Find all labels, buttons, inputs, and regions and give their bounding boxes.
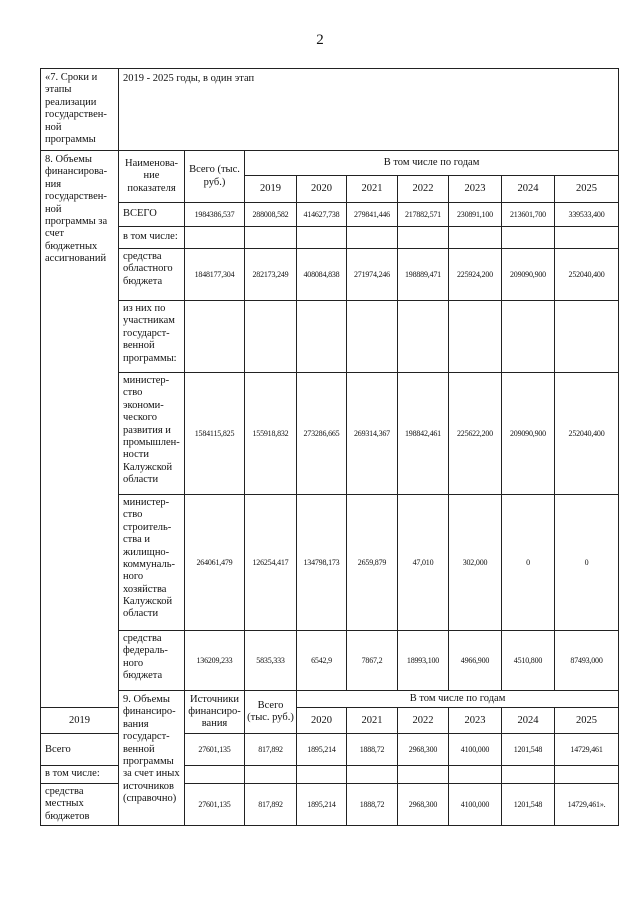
row-value: 198842,461 [398, 373, 449, 495]
row-value: 1888,72 [347, 783, 398, 825]
row-value: 252040,400 [555, 373, 619, 495]
row-label: средства областного бюджета [119, 249, 185, 301]
section7-value: 2019 - 2025 годы, в один этап [119, 69, 619, 151]
row-label: в том числе: [119, 227, 185, 249]
row-value: 14729,461 [555, 734, 619, 766]
row-value: 225622,200 [449, 373, 502, 495]
row-total: 27601,135 [185, 734, 245, 766]
row-value: 209090,900 [502, 249, 555, 301]
row-label: министер-ство строитель-ства и жилищно-коммуналь-ного хозяйства Калужской области [119, 495, 185, 631]
row-value: 14729,461». [555, 783, 619, 825]
row-value: 87493,000 [555, 631, 619, 691]
row-label: ВСЕГО [119, 203, 185, 227]
row-value: 2659,879 [347, 495, 398, 631]
row-total: 1984386,537 [185, 203, 245, 227]
section8-year: 2021 [347, 176, 398, 203]
row-value: 1201,548 [502, 783, 555, 825]
section9-by-year: В том числе по годам [297, 691, 619, 708]
row-value: 817,892 [245, 734, 297, 766]
row-value: 4966,900 [449, 631, 502, 691]
section9-year: 2024 [502, 708, 555, 734]
row-value: 4510,800 [502, 631, 555, 691]
section8-col-name: Наименова-ние показателя [119, 151, 185, 203]
row-total: 264061,479 [185, 495, 245, 631]
row-value: 2968,300 [398, 783, 449, 825]
row-value: 2968,300 [398, 734, 449, 766]
row-label: средства федераль-ного бюджета [119, 631, 185, 691]
section8-year: 2023 [449, 176, 502, 203]
row-value: 817,892 [245, 783, 297, 825]
row-value: 271974,246 [347, 249, 398, 301]
section7-label: «7. Сроки и этапы реализации государствен-ной программы [41, 69, 119, 151]
section9-year: 2019 [41, 708, 119, 734]
row-value: 0 [502, 495, 555, 631]
row-value: 269314,367 [347, 373, 398, 495]
row-value: 155918,832 [245, 373, 297, 495]
row-value: 1888,72 [347, 734, 398, 766]
row-value: 1895,214 [297, 783, 347, 825]
row-value: 0 [555, 495, 619, 631]
row-value: 6542,9 [297, 631, 347, 691]
section9-label: 9. Объемы финансиро-вания государст-венной программы за счет иных источников (справочно) [119, 691, 185, 826]
section8-year: 2025 [555, 176, 619, 203]
row-value: 225924,200 [449, 249, 502, 301]
row-value: 217882,571 [398, 203, 449, 227]
section8-col-total: Всего (тыс. руб.) [185, 151, 245, 203]
section8-by-year: В том числе по годам [245, 151, 619, 176]
row-value: 302,000 [449, 495, 502, 631]
row-value: 273286,665 [297, 373, 347, 495]
program-table [40, 68, 619, 826]
row-total: 136209,233 [185, 631, 245, 691]
row-value: 209090,900 [502, 373, 555, 495]
row-value: 414627,738 [297, 203, 347, 227]
section8-year: 2019 [245, 176, 297, 203]
row-label: министер-ство экономи-ческого развития и промышлен-ности Калужской области [119, 373, 185, 495]
row-value: 282173,249 [245, 249, 297, 301]
row-total: 1848177,304 [185, 249, 245, 301]
row-value: 4100,000 [449, 783, 502, 825]
row-label: в том числе: [41, 766, 119, 783]
row-value: 1201,548 [502, 734, 555, 766]
section8-year: 2020 [297, 176, 347, 203]
row-value: 5835,333 [245, 631, 297, 691]
row-value: 47,010 [398, 495, 449, 631]
row-value: 7867,2 [347, 631, 398, 691]
page-number: 2 [316, 32, 324, 48]
row-value: 4100,000 [449, 734, 502, 766]
section8-year: 2022 [398, 176, 449, 203]
row-value: 279841,446 [347, 203, 398, 227]
row-value: 339533,400 [555, 203, 619, 227]
row-label: из них по участникам государст-венной программы: [119, 301, 185, 373]
row-value: 134798,173 [297, 495, 347, 631]
section8-label: 8. Объемы финансирова-ния государствен-ной программы за счет бюджетных ассигнований [41, 151, 119, 708]
row-value: 126254,417 [245, 495, 297, 631]
section9-year: 2021 [347, 708, 398, 734]
row-value: 1895,214 [297, 734, 347, 766]
section9-year: 2022 [398, 708, 449, 734]
section9-col-total: Всего (тыс. руб.) [245, 691, 297, 734]
row-value: 18993,100 [398, 631, 449, 691]
row-value: 213601,700 [502, 203, 555, 227]
row-total: 1584115,825 [185, 373, 245, 495]
row-value: 288008,582 [245, 203, 297, 227]
row-label: средства местных бюджетов [41, 783, 119, 825]
row-label: Всего [41, 734, 119, 766]
row-value: 408084,838 [297, 249, 347, 301]
row-value: 198889,471 [398, 249, 449, 301]
row-value: 230891,100 [449, 203, 502, 227]
row-total: 27601,135 [185, 783, 245, 825]
section9-year: 2023 [449, 708, 502, 734]
section9-col-name: Источники финансиро-вания [185, 691, 245, 734]
section9-year: 2020 [297, 708, 347, 734]
section9-year: 2025 [555, 708, 619, 734]
section8-year: 2024 [502, 176, 555, 203]
row-value: 252040,400 [555, 249, 619, 301]
